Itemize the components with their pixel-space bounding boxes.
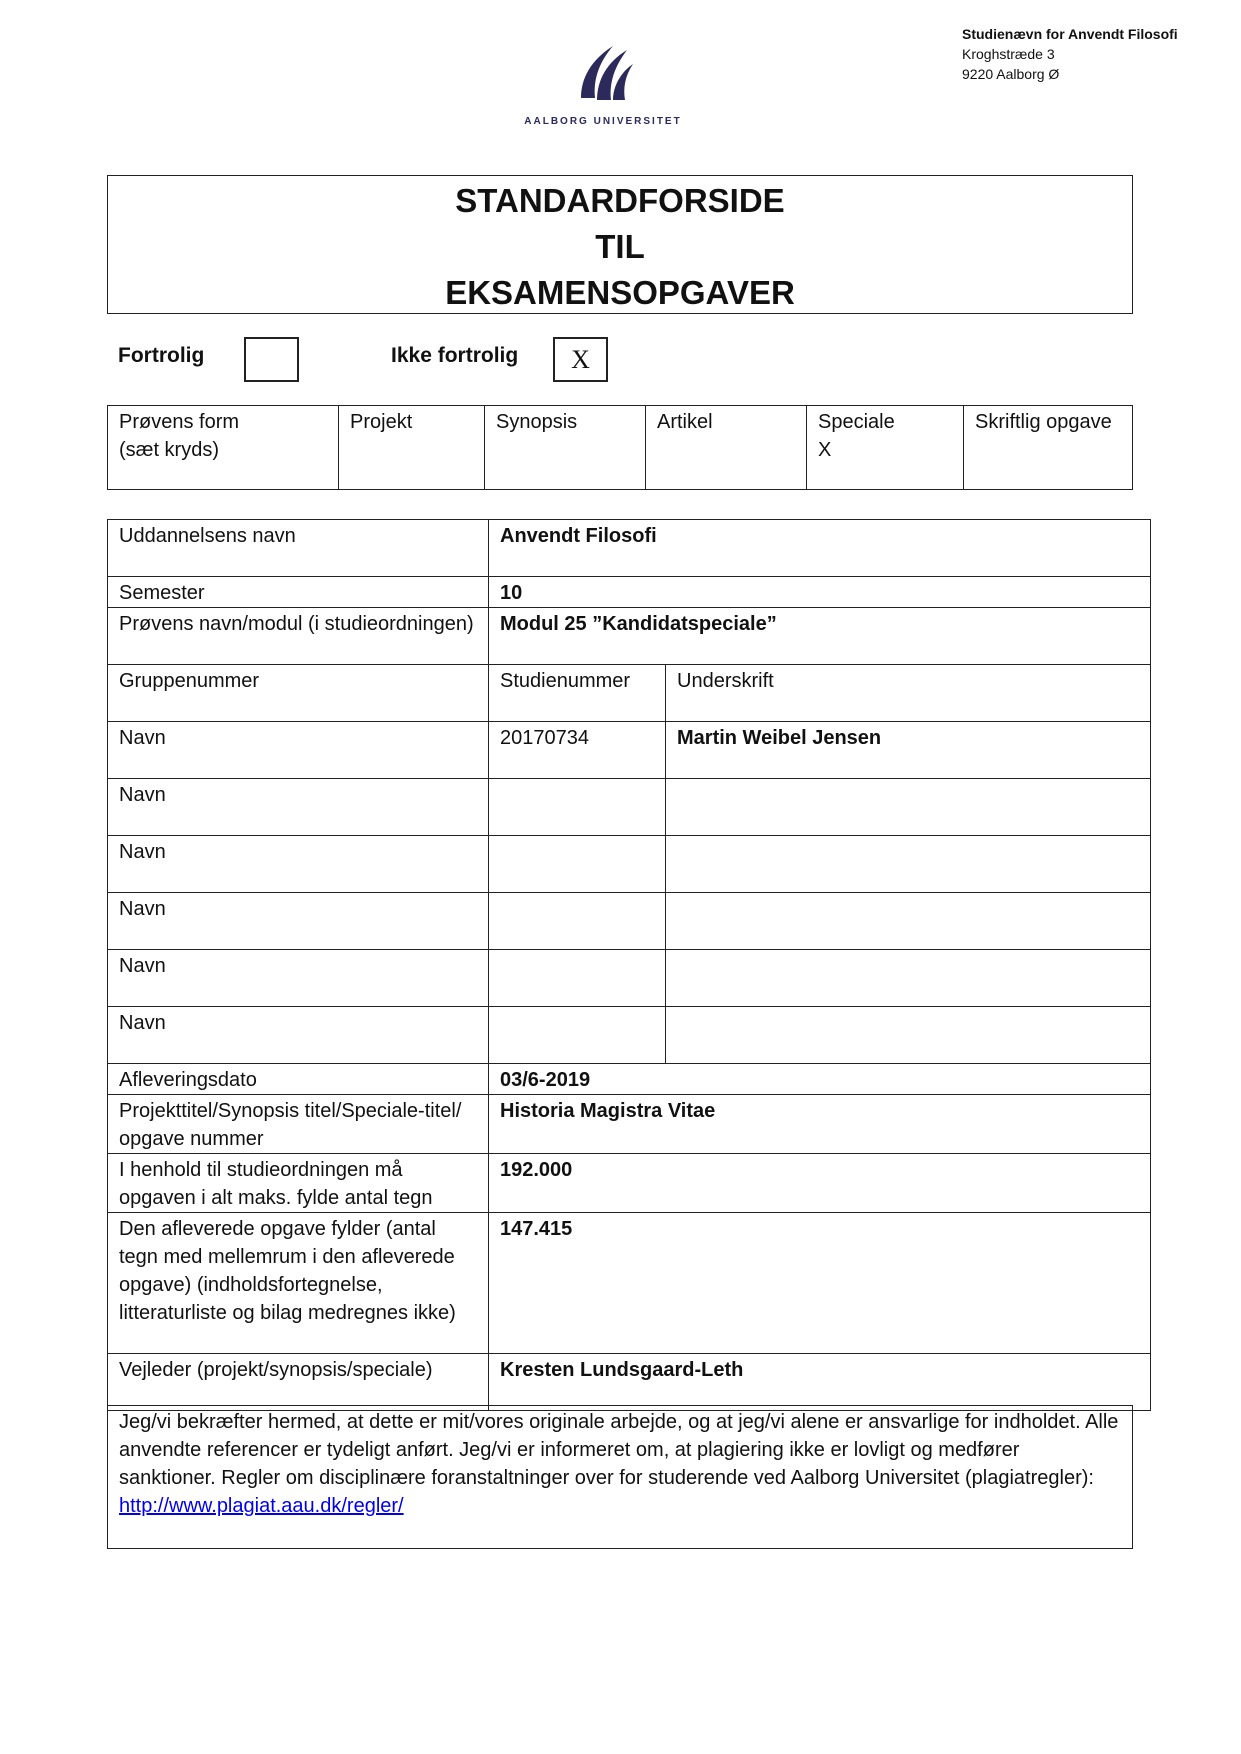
title-line-3: EKSAMENSOPGAVER [445, 274, 795, 311]
max-chars-label: I henhold til studieordningen må opgaven i alt maks. fylde antal tegn [108, 1154, 489, 1213]
member-signature[interactable] [666, 779, 1151, 836]
module-label: Prøvens navn/modul (i studieordningen) [108, 608, 489, 665]
max-chars-value[interactable]: 192.000 [489, 1154, 1151, 1213]
confidential-checkbox[interactable] [244, 337, 299, 382]
exam-form-option-projekt[interactable]: Projekt [339, 406, 485, 490]
university-logo [560, 42, 650, 104]
table-row [108, 779, 1151, 836]
member-name-label: Navn [108, 893, 489, 950]
actual-chars-value[interactable]: 147.415 [489, 1213, 1151, 1354]
info-table [107, 519, 1151, 1411]
supervisor-value[interactable]: Kresten Lundsgaard-Leth [489, 1354, 1151, 1411]
address-block [962, 24, 1178, 84]
student-number-header: Studienummer [489, 665, 666, 722]
not-confidential-checkbox[interactable]: X [553, 337, 608, 382]
member-name-label: Navn [108, 1007, 489, 1064]
table-row [108, 1154, 1151, 1213]
declaration-box [107, 1405, 1133, 1549]
table-row [108, 1095, 1151, 1154]
member-name-label: Navn [108, 722, 489, 779]
member-student-number[interactable]: 20170734 [489, 722, 666, 779]
member-student-number[interactable] [489, 779, 666, 836]
education-value[interactable]: Anvendt Filosofi [489, 520, 1151, 577]
confidential-label: Fortrolig [118, 344, 205, 367]
table-row [108, 1213, 1151, 1354]
semester-label: Semester [108, 577, 489, 608]
group-label: Gruppenummer [108, 665, 489, 722]
education-label: Uddannelsens navn [108, 520, 489, 577]
address-line-2: Kroghstræde 3 [962, 46, 1055, 62]
supervisor-label: Vejleder (projekt/synopsis/speciale) [108, 1354, 489, 1411]
table-row [108, 1007, 1151, 1064]
table-row [108, 608, 1151, 665]
member-signature[interactable]: Martin Weibel Jensen [666, 722, 1151, 779]
declaration-text: Jeg/vi bekræfter hermed, at dette er mit/vores originale arbejde, og at jeg/vi alene er ansvarlige for indholdet. Alle anvendte referencer er tydeligt anført. Jeg/vi er informeret om, at plagiering ikke er lovligt og medfører sanktioner. Regler om disciplinære foranstaltninger over for studerende ved Aalborg Universitet (plagiatregler): [119, 1411, 1119, 1489]
signature-header: Underskrift [666, 665, 1151, 722]
semester-value[interactable]: 10 [489, 577, 1151, 608]
member-student-number[interactable] [489, 893, 666, 950]
table-row [108, 577, 1151, 608]
exam-form-option-speciale[interactable]: Speciale X [807, 406, 964, 490]
table-row [108, 950, 1151, 1007]
table-row [108, 893, 1151, 950]
title-box [107, 175, 1133, 314]
address-line-1: Studienævn for Anvendt Filosofi [962, 26, 1178, 42]
member-signature[interactable] [666, 950, 1151, 1007]
not-confidential-label: Ikke fortrolig [391, 344, 519, 367]
title-label: Projekttitel/Synopsis titel/Speciale-titel/ opgave nummer [108, 1095, 489, 1154]
wave-logo-icon [575, 42, 635, 104]
exam-form-option-artikel[interactable]: Artikel [646, 406, 807, 490]
exam-form-label: Prøvens form (sæt kryds) [108, 406, 339, 490]
exam-form-table [107, 405, 1133, 490]
plagiarism-rules-link[interactable]: http://www.plagiat.aau.dk/regler/ [119, 1495, 404, 1517]
member-signature[interactable] [666, 836, 1151, 893]
table-row [108, 1064, 1151, 1095]
member-signature[interactable] [666, 893, 1151, 950]
deadline-value[interactable]: 03/6-2019 [489, 1064, 1151, 1095]
member-student-number[interactable] [489, 950, 666, 1007]
exam-form-option-skriftlig[interactable]: Skriftlig opgave [964, 406, 1133, 490]
member-name-label: Navn [108, 836, 489, 893]
table-row [108, 665, 1151, 722]
deadline-label: Afleveringsdato [108, 1064, 489, 1095]
address-line-3: 9220 Aalborg Ø [962, 66, 1060, 82]
title-value[interactable]: Historia Magistra Vitae [489, 1095, 1151, 1154]
member-signature[interactable] [666, 1007, 1151, 1064]
member-name-label: Navn [108, 950, 489, 1007]
title-line-2: TIL [595, 228, 645, 265]
table-row [108, 1354, 1151, 1411]
table-row [108, 836, 1151, 893]
actual-chars-label: Den afleverede opgave fylder (antal tegn med mellemrum i den afleverede opgave) (indholdsfortegnelse, litteraturliste og bilag medregnes ikke) [108, 1213, 489, 1354]
module-value[interactable]: Modul 25 ”Kandidatspeciale” [489, 608, 1151, 665]
logo-text: AALBORG UNIVERSITET [524, 116, 682, 127]
member-student-number[interactable] [489, 1007, 666, 1064]
member-student-number[interactable] [489, 836, 666, 893]
exam-form-option-synopsis[interactable]: Synopsis [485, 406, 646, 490]
title-line-1: STANDARDFORSIDE [455, 182, 785, 219]
table-row [108, 520, 1151, 577]
table-row [108, 722, 1151, 779]
member-name-label: Navn [108, 779, 489, 836]
